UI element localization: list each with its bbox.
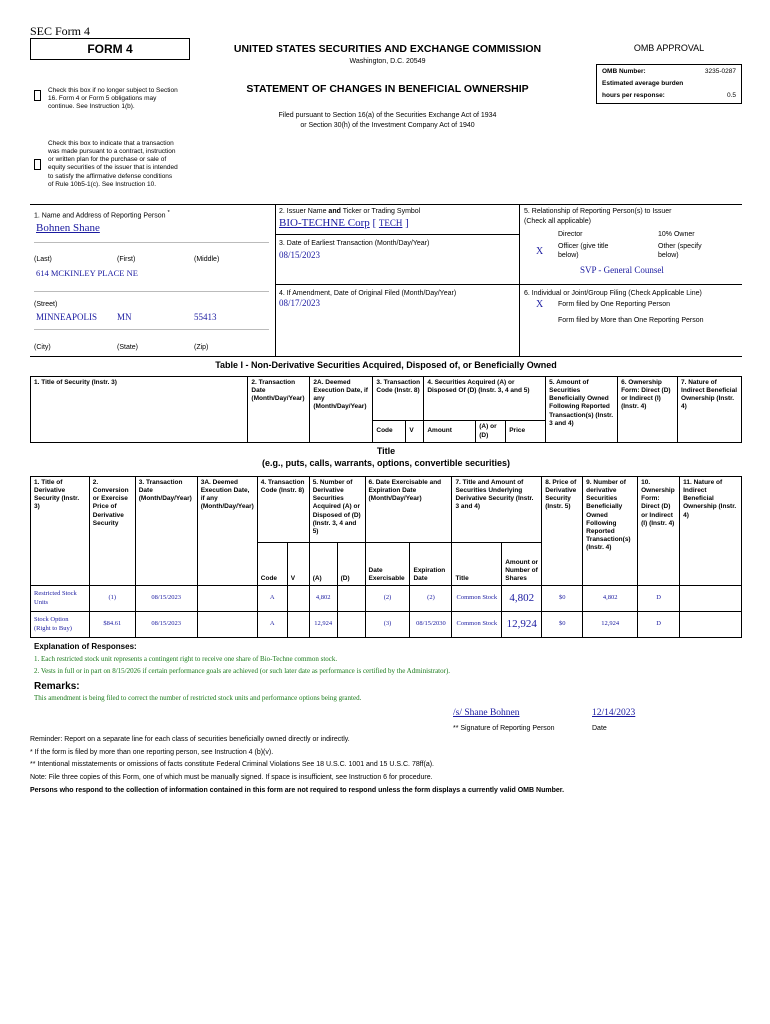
remarks-label: Remarks: (34, 681, 80, 692)
t1-col-acquired: 4. Securities Acquired (A) or Disposed Of (D) (Instr. 3, 4 and 5) (424, 377, 546, 421)
statement-title: STATEMENT OF CHANGES IN BENEFICIAL OWNERSHIP (246, 83, 529, 95)
date-label: Date (592, 725, 607, 732)
issuer-name-label: 2. Issuer Name and Ticker or Trading Symbol (279, 208, 421, 215)
t1-col-deemed: 2A. Deemed Execution Date, if any (Month/Day/Year) (310, 377, 373, 443)
row-a: 4,802 (309, 586, 337, 612)
reporting-person-name[interactable]: Bohnen Shane (36, 222, 100, 234)
t2-col-nature: 11. Nature of Indirect Beneficial Ownership (Instr. 4) (680, 477, 742, 586)
t2-sub-expiration: Expiration Date (410, 543, 452, 586)
t1-sub-price: Price (506, 421, 546, 443)
row-ul-amount: 4,802 (502, 586, 542, 612)
explanation-label: Explanation of Responses: (34, 642, 137, 651)
no-longer-subject-text: Check this box if no longer subject to Section 16. Form 4 or Form 5 obligations may continue. See Instruction 1(b). (48, 87, 178, 111)
filing-check-mark[interactable]: X (536, 299, 544, 310)
t1-col-nature: 7. Nature of Indirect Beneficial Ownership (Instr. 4) (678, 377, 742, 443)
row-form: D (638, 612, 680, 638)
no-longer-subject-checkbox[interactable] (34, 90, 41, 101)
t2-col-conversion: 2. Conversion or Exercise Price of Derivative Security (89, 477, 135, 586)
row-date: 08/15/2023 (135, 586, 197, 612)
officer-title: SVP - General Counsel (580, 265, 664, 275)
row-title: Stock Option (Right to Buy) (31, 612, 90, 638)
row-form: D (638, 586, 680, 612)
remarks-text: This amendment is being filed to correct the number of restricted stock units and performance options being granted. (34, 694, 362, 702)
director-label: Director (558, 231, 583, 238)
ticker-link[interactable]: TECH (378, 218, 403, 228)
t1-col-title: 1. Title of Security (Instr. 3) (31, 377, 248, 443)
officer-label: Officer (give title below) (558, 243, 609, 260)
row-owned: 4,802 (583, 586, 638, 612)
relationship-sub: (Check all applicable) (524, 218, 591, 225)
explanation-item: 2. Vests in full or in part on 8/15/2026 if certain performance goals are achieved (or such later date as performance is certified by the Administrator). (34, 667, 451, 675)
signature: /s/ Shane Bohnen (453, 708, 520, 718)
form-number-box (30, 38, 190, 60)
table2-title: Title (376, 446, 396, 456)
t2-col-title: 1. Title of Derivative Security (Instr. 3) (31, 477, 90, 586)
t1-col-date: 2. Transaction Date (Month/Day/Year) (248, 377, 310, 443)
agency-city: Washington, D.C. 20549 (349, 58, 426, 65)
row-ul-amount: 12,924 (502, 612, 542, 638)
t2-sub-d: (D) (337, 543, 365, 586)
row-a: 12,924 (309, 612, 337, 638)
table2-subtitle: (e.g., puts, calls, warrants, options, convertible securities) (261, 458, 511, 468)
row-price: $84.61 (89, 612, 135, 638)
row-price: (1) (89, 586, 135, 612)
omb-number: 3235-0287 (704, 68, 736, 75)
row-nature (680, 612, 742, 638)
amendment-date: 08/17/2023 (279, 298, 321, 308)
t1-col-form: 6. Ownership Form: Direct (D) or Indirect (I) (Instr. 4) (618, 377, 678, 443)
issuer-name-link[interactable]: BIO-TECHNE Corp (279, 217, 370, 229)
row-ul-title: Common Stock (452, 586, 502, 612)
t1-col-code: 3. Transaction Code (Instr. 8) (373, 377, 424, 421)
row-v (287, 612, 309, 638)
issuer-name: BIO-TECHNE Corp [ TECH ] (279, 217, 409, 229)
form-number: FORM 4 (87, 42, 133, 56)
row-title: Restricted Stock Units (31, 586, 90, 612)
t2-col-form: 10. Ownership Form: Direct (D) or Indirect (I) (Instr. 4) (638, 477, 680, 586)
table-row (31, 586, 742, 612)
t2-sub-code: Code (257, 543, 287, 586)
t2-sub-amount: Amount or Number of Shares (502, 543, 542, 586)
footnote-star1: * If the form is filed by more than one reporting person, see Instruction 4 (b)(v). (30, 749, 274, 756)
burden-label: Estimated average burden (602, 80, 684, 87)
zip-value: 55413 (194, 312, 217, 322)
row-v (287, 586, 309, 612)
state-label: (State) (117, 344, 139, 351)
other-label: Other (specify below) (658, 243, 702, 260)
t2-sub-exercisable: Date Exercisable (365, 543, 410, 586)
explanation-item: 1. Each restricted stock unit represents a contingent right to receive one share of Bio-Techne common stock. (34, 655, 338, 663)
row-expiration: 08/15/2030 (410, 612, 452, 638)
zip-label: (Zip) (194, 344, 209, 351)
note-text: Note: File three copies of this Form, one of which must be manually signed. If space is insufficient, see Instruction 6 for procedure. (30, 774, 433, 781)
row-deemed (197, 612, 257, 638)
row-code: A (257, 612, 287, 638)
row-d (337, 586, 365, 612)
row-deriv-price: $0 (542, 586, 583, 612)
city-label: (City) (34, 344, 51, 351)
filing-one-label: Form filed by One Reporting Person (558, 301, 671, 308)
row-expiration: (2) (410, 586, 452, 612)
signature-date: 12/14/2023 (592, 708, 636, 718)
t2-col-code: 4. Transaction Code (Instr. 8) (257, 477, 309, 543)
rule-10b5-checkbox[interactable] (34, 159, 41, 170)
officer-check-mark[interactable]: X (536, 246, 544, 257)
t1-sub-v: V (406, 421, 424, 443)
t2-col-date: 3. Transaction Date (Month/Day/Year) (135, 477, 197, 586)
row-exercisable: (3) (365, 612, 410, 638)
hours-label: hours per response: (602, 92, 665, 99)
city-value: MINNEAPOLIS (36, 312, 98, 322)
signature-label: ** Signature of Reporting Person (453, 725, 555, 732)
table2 (30, 476, 742, 638)
amendment-date-label: 4. If Amendment, Date of Original Filed (Month/Day/Year) (279, 290, 457, 297)
t2-col-deemed: 3A. Deemed Execution Date, if any (Month/Day/Year) (197, 477, 257, 586)
street-label: (Street) (34, 301, 58, 308)
middle-label: (Middle) (194, 256, 220, 263)
row-date: 08/15/2023 (135, 612, 197, 638)
t2-sub-title: Title (452, 543, 502, 586)
reminder-text: Reminder: Report on a separate line for each class of securities beneficially owned directly or indirectly. (30, 736, 350, 743)
t2-col-underlying: 7. Title and Amount of Securities Underlying Derivative Security (Instr. 3 and 4) (452, 477, 542, 543)
rule-10b5-text: Check this box to indicate that a transaction was made pursuant to a contract, instruction or written plan for the purchase or sale of equity securities of the issuer that is intended to satisfy the affirmative defense conditions of Rule 10b5-1(c). See Instruction 10. (48, 140, 178, 188)
row-deriv-price: $0 (542, 612, 583, 638)
row-d (337, 612, 365, 638)
earliest-date: 08/15/2023 (279, 250, 321, 260)
first-label: (First) (117, 256, 136, 263)
t2-col-number: 5. Number of Derivative Securities Acquired (A) or Disposed of (D) (Instr. 3, 4 and 5) (309, 477, 365, 543)
filed-pursuant-2: or Section 30(h) of the Investment Company Act of 1940 (300, 122, 475, 129)
row-nature (680, 586, 742, 612)
ten-pct-owner-label: 10% Owner (658, 231, 695, 238)
omb-approval-title: OMB APPROVAL (633, 43, 705, 53)
filing-more-label: Form filed by More than One Reporting Person (558, 317, 704, 324)
t2-sub-a: (A) (309, 543, 337, 586)
table-row (31, 612, 742, 638)
state-value: MN (117, 312, 132, 322)
filing-label: 6. Individual or Joint/Group Filing (Check Applicable Line) (524, 290, 702, 297)
last-label: (Last) (34, 256, 52, 263)
reporting-person-label: 1. Name and Address of Reporting Person * (34, 210, 170, 220)
row-owned: 12,924 (583, 612, 638, 638)
relationship-label: 5. Relationship of Reporting Person(s) to Issuer (524, 208, 672, 215)
t1-sub-aord: (A) or (D) (476, 421, 506, 443)
hours-value: 0.5 (726, 92, 736, 99)
t2-col-exercisable: 6. Date Exercisable and Expiration Date (Month/Day/Year) (365, 477, 452, 543)
t2-col-owned: 9. Number of derivative Securities Beneficially Owned Following Reported Transaction(s) (Instr. 4) (583, 477, 638, 586)
omb-box (596, 64, 742, 104)
agency-title: UNITED STATES SECURITIES AND EXCHANGE COMMISSION (233, 43, 542, 55)
t1-col-owned: 5. Amount of Securities Beneficially Owned Following Reported Transaction(s) (Instr. 3 and 4) (546, 377, 618, 443)
sec-form-label: SEC Form 4 (30, 24, 91, 38)
row-deemed (197, 586, 257, 612)
t2-col-price: 8. Price of Derivative Security (Instr. 5) (542, 477, 583, 586)
row-code: A (257, 586, 287, 612)
t1-sub-code: Code (373, 421, 406, 443)
table1 (30, 376, 742, 443)
filed-pursuant-1: Filed pursuant to Section 16(a) of the Securities Exchange Act of 1934 (278, 112, 497, 119)
t2-sub-v: V (287, 543, 309, 586)
omb-number-label: OMB Number: (602, 68, 646, 75)
t1-sub-amount: Amount (424, 421, 476, 443)
omb-notice: Persons who respond to the collection of information contained in this form are not required to respond unless the form displays a currently valid OMB Number. (30, 787, 565, 794)
street-address: 614 MCKINLEY PLACE NE (36, 268, 138, 278)
footnote-star2: ** Intentional misstatements or omissions of facts constitute Federal Criminal Violations See 18 U.S.C. 1001 and 15 U.S.C. 78ff(a). (30, 761, 434, 768)
table1-title: Table I - Non-Derivative Securities Acquired, Disposed of, or Beneficially Owned (215, 360, 557, 370)
row-ul-title: Common Stock (452, 612, 502, 638)
earliest-date-label: 3. Date of Earliest Transaction (Month/Day/Year) (279, 240, 430, 247)
row-exercisable: (2) (365, 586, 410, 612)
